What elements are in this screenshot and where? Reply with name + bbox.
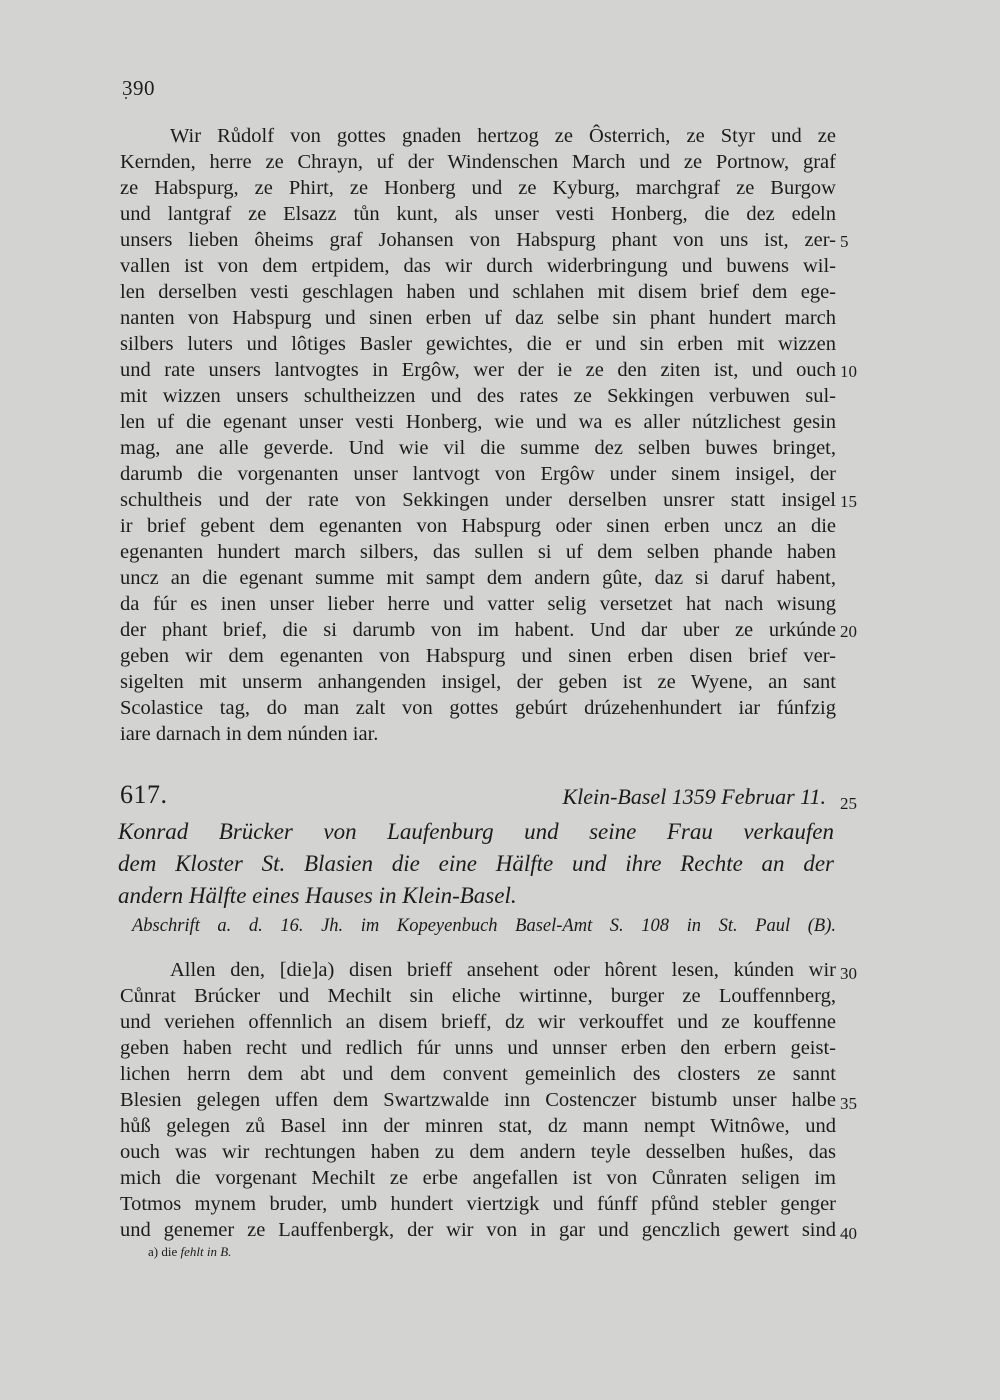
text-line: ir brief gebent dem egenanten von Habspurg oder sinen erben uncz an die [120, 515, 836, 537]
text-line: der phant brief, die si darumb von im habent. Und dar uber ze urkúnde [120, 619, 836, 641]
text-line: schultheis und der rate von Sekkingen under derselben unsrer statt insigel [120, 489, 836, 511]
summary-line: andern Hälfte eines Hauses in Klein-Basel. [118, 883, 517, 908]
text-line: mag, ane alle geverde. Und wie vil die summe dez selben buwes bringet, [120, 437, 836, 459]
text-line: ze Habspurg, ze Phirt, ze Honberg und ze Kyburg, marchgraf ze Burgow [120, 177, 836, 199]
margin-line-number: 30 [840, 964, 857, 983]
summary-line: dem Kloster St. Blasien die eine Hälfte und ihre Rechte an der [118, 851, 834, 876]
text-line: darumb die vorgenanten unser lantvogt von Ergôw under sinem insigel, der [120, 463, 836, 485]
document-number: 617. [120, 780, 168, 809]
text-line: und genemer ze Lauffenbergk, der wir von in gar und genczlich gewert sind [120, 1219, 836, 1241]
text-line: Kernden, herre ze Chrayn, uf der Windenschen March und ze Portnow, graf [120, 151, 836, 173]
text-line: egenanten hundert march silbers, das sullen si uf dem selben phande haben [120, 541, 836, 563]
footnote-mark: a) [148, 1244, 159, 1259]
text-line: mich die vorgenant Mechilt ze erbe angefallen ist von Cůnraten seligen im [120, 1167, 836, 1189]
margin-line-number: 5 [840, 232, 849, 251]
text-line: iare darnach in dem núnden iar. [120, 723, 379, 745]
text-line: geben wir dem egenanten von Habspurg und sinen erben disen brief ver- [120, 645, 836, 667]
footnote [148, 1244, 231, 1260]
text-line: hůß gelegen zů Basel inn der minren stat, dz mann nempt Witnôwe, und [120, 1115, 836, 1137]
text-line: len derselben vesti geschlagen haben und schlahen mit disem brief dem ege- [120, 281, 836, 303]
text-line: sigelten mit unserm anhangenden insigel, der geben ist ze Wyene, an sant [120, 671, 836, 693]
text-line: geben haben recht und redlich fúr unns und unnser erben den erbern geist- [120, 1037, 836, 1059]
text-line: Blesien gelegen uffen dem Swartzwalde inn Costenczer bistumb unser halbe [120, 1089, 836, 1111]
text-line: Scolastice tag, do man zalt von gottes gebúrt drúzehenhundert iar fúnfzig [120, 697, 836, 719]
margin-line-number: 10 [840, 362, 857, 381]
text-line: nanten von Habspurg und sinen erben uf daz selbe sin phant hundert march [120, 307, 836, 329]
text-line: len uf die egenant unser vesti Honberg, wie und wa es aller nútzlichest gesin [120, 411, 836, 433]
text-line: vallen ist von dem ertpidem, das wir durch widerbringung und buwens wil- [120, 255, 836, 277]
text-line: Totmos mynem bruder, umb hundert viertzigk und fúnff pfůnd stebler genger [120, 1193, 836, 1215]
text-line: lichen herrn dem abt und dem convent gemeinlich des closters ze sannt [120, 1063, 836, 1085]
text-line: mit wizzen unsers schultheizzen und des rates ze Sekkingen verbuwen sul- [120, 385, 836, 407]
text-line: und lantgraf ze Elsazz tůn kunt, als unser vesti Honberg, die dez edeln [120, 203, 836, 225]
margin-line-number: 15 [840, 492, 857, 511]
text-line: unsers lieben ôheims graf Johansen von Habspurg phant von uns ist, zer- [120, 229, 836, 251]
text-line: Allen den, [die]a) disen brieff ansehent oder hôrent lesen, kúnden wir [170, 959, 836, 981]
summary-line: Konrad Brücker von Laufenburg und seine Frau verkaufen [118, 819, 834, 844]
margin-line-number: 20 [840, 622, 857, 641]
text-line: uncz an die egenant summe mit sampt dem andern gûte, daz si daruf habent, [120, 567, 836, 589]
margin-line-number: 35 [840, 1094, 857, 1113]
text-line: und veriehen offennlich an disem brieff, dz wir verkouffet und ze kouffenne [120, 1011, 836, 1033]
footnote-note: fehlt in B. [180, 1244, 232, 1259]
margin-line-number: 25 [840, 794, 857, 813]
text-line: Wir Růdolf von gottes gnaden hertzog ze Ôsterrich, ze Styr und ze [170, 125, 836, 147]
document-place-date: Klein-Basel 1359 Februar 11. [562, 784, 826, 809]
text-line: silbers luters und lôtiges Basler gewichtes, die er und sin erben mit wizzen [120, 333, 836, 355]
text-line: ouch was wir rechtungen haben zu dem andern teyle desselben hußes, das [120, 1141, 836, 1163]
text-line: da fúr es inen unser lieber herre und vatter selig versetzet hat nach wisung [120, 593, 836, 615]
text-line: und rate unsers lantvogtes in Ergôw, wer der ie ze den ziten ist, und ouch [120, 359, 836, 381]
margin-line-number: 40 [840, 1224, 857, 1243]
page-number: 390 [122, 76, 155, 100]
source-note: Abschrift a. d. 16. Jh. im Kopeyenbuch Basel-Amt S. 108 in St. Paul (B). [132, 916, 836, 936]
footnote-word: die [161, 1244, 178, 1259]
text-line: Cůnrat Brúcker und Mechilt sin eliche wirtinne, burger ze Louffennberg, [120, 985, 836, 1007]
